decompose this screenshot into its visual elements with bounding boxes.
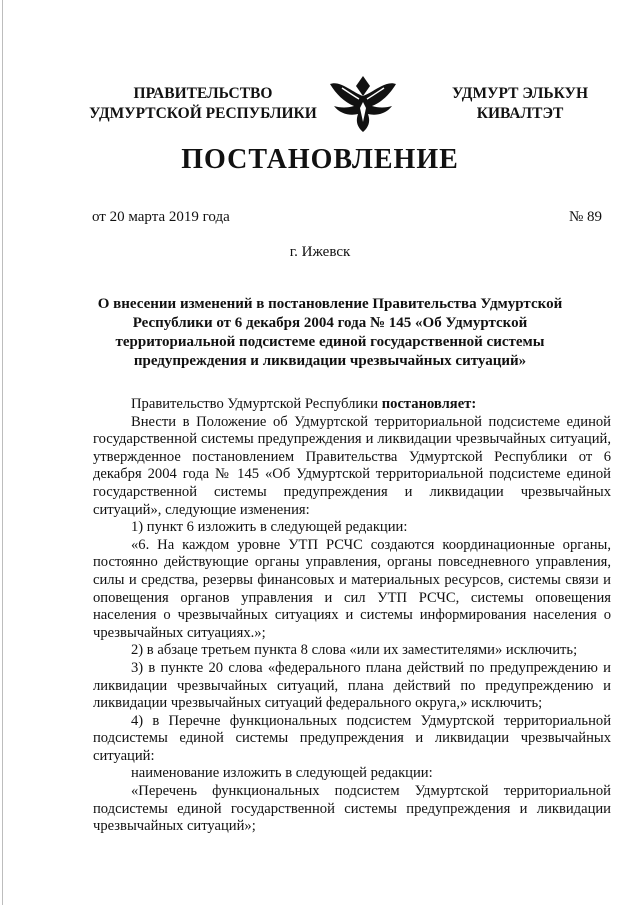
org-left-line2: УДМУРТСКОЙ РЕСПУБЛИКИ [89, 105, 317, 122]
document-date: от 20 марта 2019 года [92, 209, 230, 225]
udmurtia-emblem-icon [326, 72, 400, 136]
org-left-line1: ПРАВИТЕЛЬСТВО [133, 85, 273, 102]
body-paragraph: наименование изложить в следующей редакции: [131, 765, 433, 782]
org-right-line1: УДМУРТ ЭЛЬКУН [451, 85, 589, 102]
body-paragraph: «6. На каждом уровне УТП РСЧС создаются координационные органы, постоянно действующие органы управления, органы повседневного управления, силы и средства, резервы финансовых и материальных ресурсов, системы связи и оповещения органов управления и сил УТП РСЧС, системы оповещения населения о чрезвычайных ситуациях и системы информирования населения о чрезвычайных ситуациях.»; [93, 536, 611, 641]
intro-paragraph [93, 396, 611, 414]
body-paragraph: 2) в абзаце третьем пункта 8 слова «или их заместителями» исключить; [131, 642, 578, 659]
org-right-line2: КИВАЛТЭТ [476, 105, 564, 122]
body-paragraph: 1) пункт 6 изложить в следующей редакции: [131, 519, 408, 536]
document-title: ПОСТАНОВЛЕНИЕ [181, 144, 459, 175]
document-city: г. Ижевск [289, 244, 351, 260]
intro-bold: постановляет: [381, 396, 477, 412]
body-paragraph: 4) в Перечне функциональных подсистем Удмуртской территориальной подсистемы единой системы предупреждения и ликвидации чрезвычайных ситуаций: [93, 712, 611, 764]
document-number: № 89 [568, 209, 602, 225]
document-body [93, 396, 611, 836]
scan-edge [2, 0, 3, 905]
org-name-udmurt [440, 84, 600, 124]
intro-text: Правительство Удмуртской Республики [131, 396, 382, 412]
document-subject: О внесении изменений в постановление Правительства Удмуртской Республики от 6 декабря 2004 года № 145 «Об Удмуртской территориальной подсистеме единой государственной системы предупреждения и ликвидации чрезвычайных ситуаций» [97, 296, 563, 369]
org-name-russian [88, 84, 318, 124]
body-paragraph: Внести в Положение об Удмуртской территориальной подсистеме единой государственной системы предупреждения и ликвидации чрезвычайных ситуаций, утвержденное постановлением Правительства Удмуртской Республики от 6 декабря 2004 года № 145 «Об Удмуртской территориальной подсистеме единой государственной системы предупреждения и ликвидации чрезвычайных ситуаций», следующие изменения: [93, 413, 611, 518]
body-paragraph: «Перечень функциональных подсистем Удмуртской территориальной подсистемы единой государственной системы предупреждения и ликвидации чрезвычайных ситуаций»; [93, 783, 611, 835]
body-paragraph: 3) в пункте 20 слова «федерального плана действий по предупреждению и ликвидации чрезвычайных ситуаций, плана действий по предупреждению и ликвидации чрезвычайных ситуаций федерального округа,» исключить; [93, 659, 611, 712]
